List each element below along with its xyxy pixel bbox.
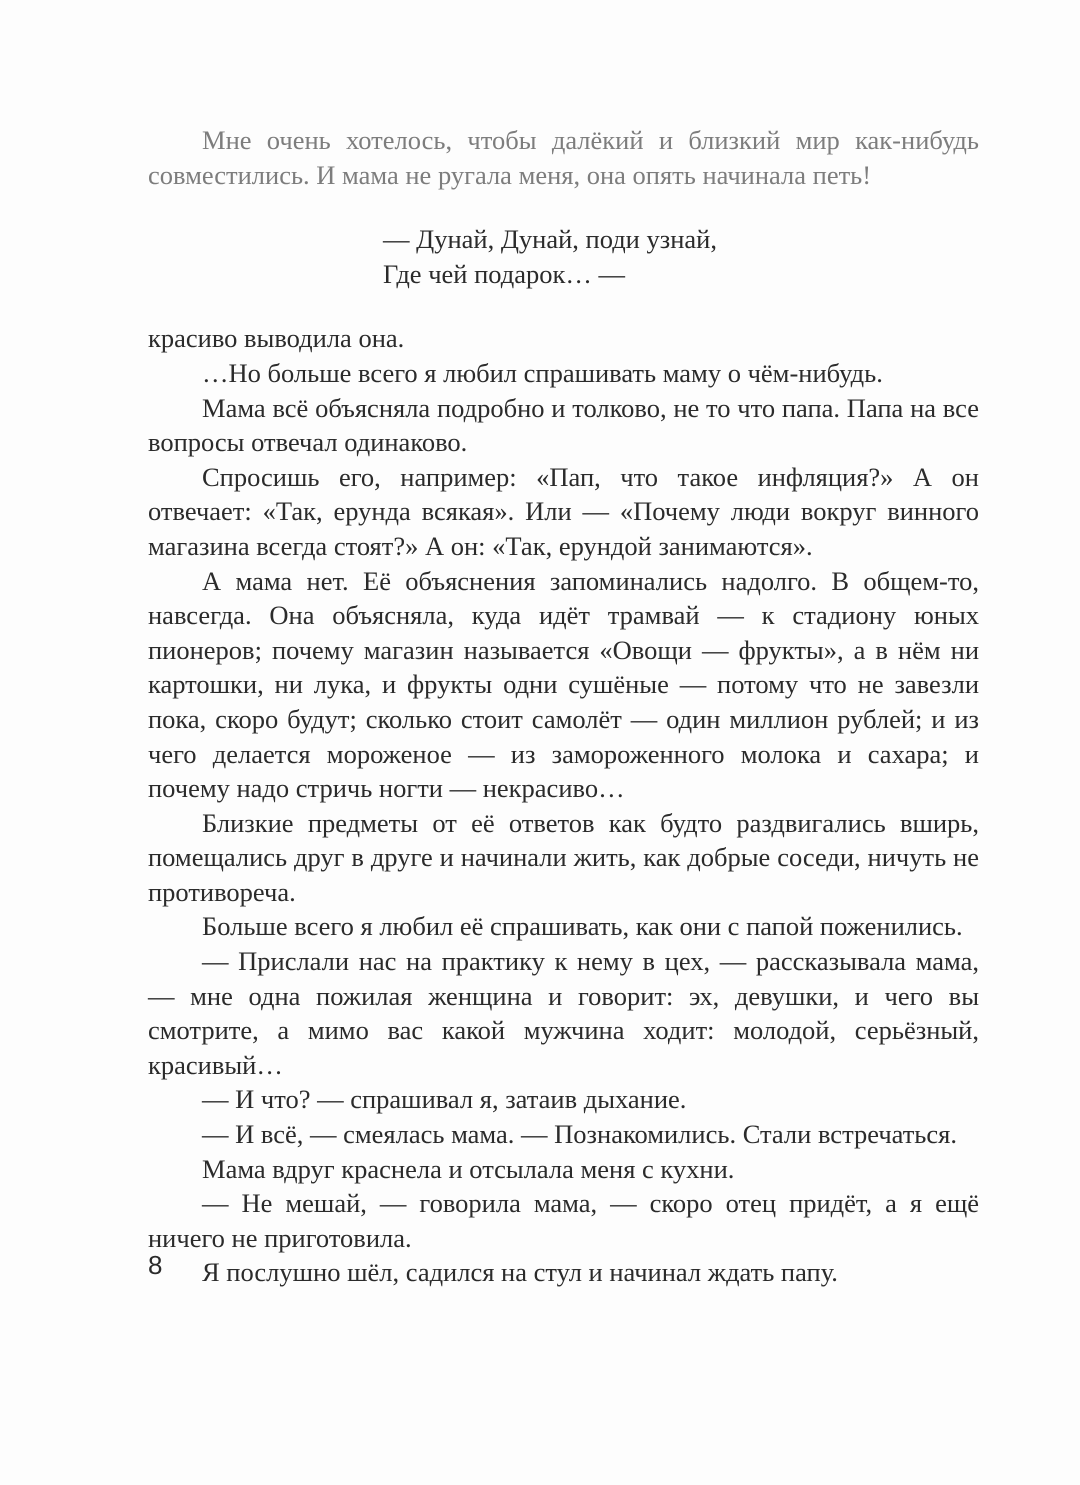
paragraph: Близкие предметы от её ответов как будто раздвигались вширь, помещались друг в друге и начинали жить, как добрые соседи, ничуть не противореча.	[148, 807, 979, 907]
paragraph: — И всё, — смеялась мама. — Познакомились. Стали встречаться.	[202, 1119, 957, 1150]
paragraph: Спросишь его, например: «Пап, что такое инфляция?» А он отвечает: «Так, ерунда всякая». Или — «Почему люди вокруг винного магазина всегда стоят?» А он: «Так, ерундой занимаются».	[148, 461, 979, 561]
verse-quote	[383, 222, 979, 291]
page-text	[148, 123, 979, 1290]
verse-line: — Дунай, Дунай, поди узнай,	[383, 224, 717, 255]
paragraph: А мама нет. Её объяснения запоминались надолго. В общем-то, навсегда. Она объясняла, куда идёт трамвай — к стадиону юных пионеров; почему магазин называется «Овощи — фрукты», а в нём ни картошки, ни лука, и фрукты одни сушёные — потому что не завезли пока, скоро будут; сколько стоит самолёт — один миллион рублей; и из чего делается мороженое — из замороженного молока и сахара; и почему надо стричь ногти — некрасиво…	[148, 565, 979, 804]
paragraph: Мне очень хотелось, чтобы далёкий и близкий мир как-нибудь совместились. И мама не ругала меня, она опять начинала петь!	[148, 125, 979, 190]
paragraph: …Но больше всего я любил спрашивать маму о чём-нибудь.	[202, 357, 883, 388]
paragraph: — Не мешай, — говорила мама, — скоро отец придёт, а я ещё ничего не приготовила.	[148, 1188, 979, 1253]
paragraph: красиво выводила она.	[148, 323, 405, 354]
paragraph: Больше всего я любил её спрашивать, как они с папой поженились.	[202, 911, 963, 942]
paragraph: — И что? — спрашивал я, затаив дыхание.	[202, 1084, 687, 1115]
paragraph: Мама всё объясняла подробно и толково, не то что папа. Папа на все вопросы отвечал одинаково.	[148, 392, 979, 458]
paragraph: — Прислали нас на практику к нему в цех, — рассказывала мама, — мне одна пожилая женщина и говорит: эх, девушки, и чего вы смотрите, а мимо вас какой мужчина ходит: молодой, серьёзный, красивый…	[148, 946, 979, 1080]
paragraph: Мама вдруг краснела и отсылала меня с кухни.	[202, 1153, 735, 1184]
page-number: 8	[148, 1250, 163, 1280]
paragraph: Я послушно шёл, садился на стул и начинал ждать папу.	[202, 1257, 838, 1288]
verse-line: Где чей подарок… —	[383, 258, 626, 289]
